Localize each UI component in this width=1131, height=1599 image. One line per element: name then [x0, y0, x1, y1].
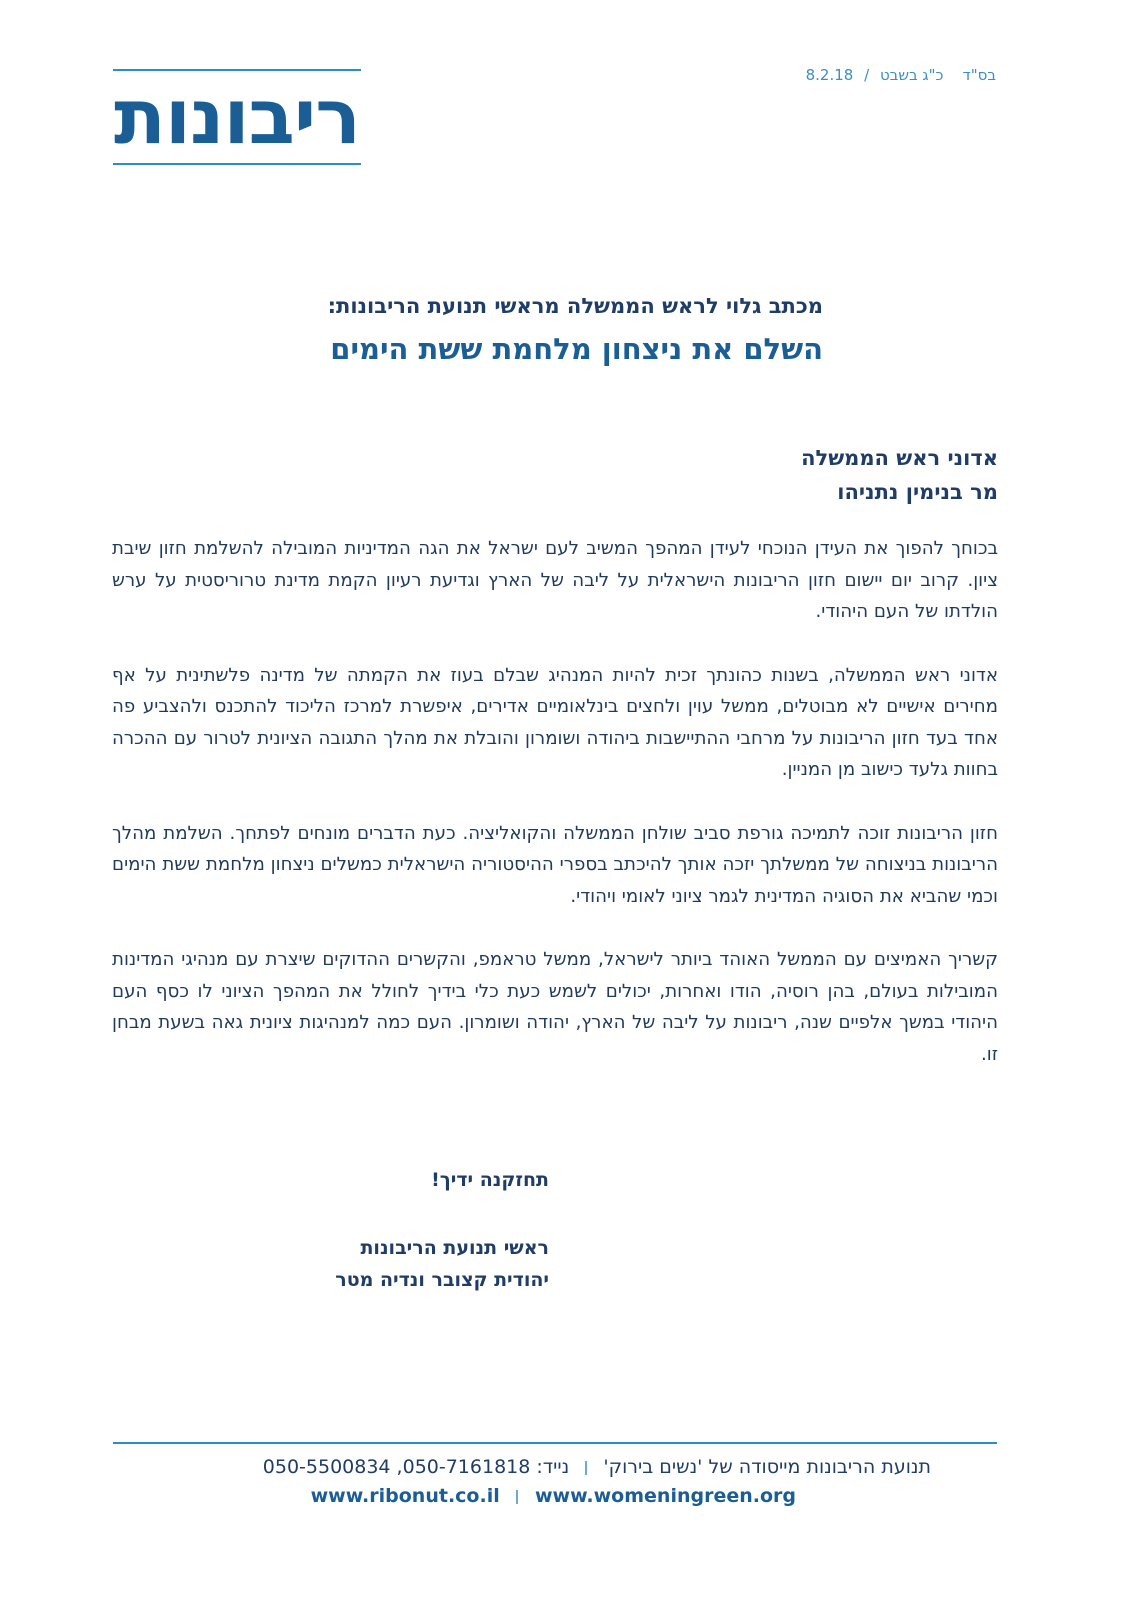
footer-org-text: תנועת הריבונות מייסודה של 'נשים בירוק': [603, 1456, 931, 1478]
gregorian-date: 8.2.18: [805, 66, 854, 84]
body-paragraph: חזון הריבונות זוכה לתמיכה גורפת סביב שולחן הממשלה והקואליציה. כעת הדברים מונחים לפתחך. השלמת מהלך הריבונות בניצוחה של ממשלתך יזכה אותך להיכתב בספרי ההיסטוריה הישראלית כמשלים ניצחון מלחמת ששת הימים וכמי שהביא את הסוגיה המדינית לגמר ציוני לאומי ויהודי.: [112, 822, 998, 907]
footer-site-ribonut[interactable]: www.ribonut.co.il: [310, 1485, 500, 1507]
body-paragraph: אדוני ראש הממשלה, בשנות כהונתך זכית להיות המנהיג שבלם בעוז את הקמתה של מדינה פלשתינית על אף מחירים אישיים לא מבוטלים, ממשל עוין ולחצים בינלאומיים אדירים, איפשרת למרכז הליכוד להתכנס ולהצביע פה אחד בעד חזון הריבונות על מרחבי ההתיישבות ביהודה ושומרון והובלת את מהלך התגובה הציונית לטרור עם ההכרה בחוות גלעד כישוב מן המניין.: [112, 664, 998, 780]
signature: [335, 1232, 549, 1296]
salutation-line-2: מר בנימין נתניהו: [837, 480, 998, 504]
body-paragraph: קשריך האמיצים עם הממשל האוהד ביותר לישראל, ממשל טראמפ, והקשרים ההדוקים שיצרת עם מנהיגי המדינות המובילות בעולם, בהן רוסיה, הודו ואחרות, יכולים לשמש כעת כלי בידיך לחולל את המהפך הציוני לו כסף העם היהודי במשך אלפיים שנה, ריבונות על ליבה של הארץ, יהודה ושומרון. העם כמה למנהיגות ציונית גאה בשעת מבחן זו.: [112, 949, 998, 1065]
footer-websites: [311, 1485, 796, 1507]
footer-contact: [263, 1456, 931, 1478]
bsd-mark: בס"ד: [962, 66, 996, 84]
signature-line-1: ראשי תנועת הריבונות: [360, 1237, 549, 1259]
footer-phone-label: נייד:: [536, 1456, 570, 1478]
footer-phones: 050-5500834 ,050-7161818: [262, 1456, 531, 1478]
letter-subtitle: מכתב גלוי לראש הממשלה מראשי תנועת הריבונות:: [327, 294, 823, 318]
ribonut-logo: [113, 69, 361, 165]
logo-text: ריבונות: [114, 72, 361, 161]
closing-phrase: תחזקנה ידיך!: [431, 1169, 549, 1191]
header-date: [806, 66, 996, 84]
hebrew-date: כ"ג בשבט: [879, 66, 944, 84]
salutation: [801, 441, 998, 509]
date-separator: /: [864, 66, 870, 84]
footer-separator: [585, 1461, 587, 1475]
body-paragraph: בכוחך להפוך את העידן הנוכחי לעידן המהפך המשיב לעם ישראל את הגה המדיניות המובילה להשלמת חזון שיבת ציון. קרוב יום יישום חזון הריבונות הישראלית על ליבה של הארץ וגדיעת רעיון הקמת מדינת טרוריסטית על ערש הולדתו של העם היהודי.: [112, 538, 998, 622]
letter-body: [112, 533, 998, 1102]
letter-main-title: השלם את ניצחון מלחמת ששת הימים: [330, 332, 823, 366]
salutation-line-1: אדוני ראש הממשלה: [801, 446, 998, 470]
footer-divider: [113, 1442, 997, 1444]
footer-separator: [516, 1490, 518, 1504]
footer-site-womeningreen[interactable]: www.womeningreen.org: [534, 1485, 796, 1507]
signature-line-2: יהודית קצובר ונדיה מטר: [335, 1269, 549, 1291]
